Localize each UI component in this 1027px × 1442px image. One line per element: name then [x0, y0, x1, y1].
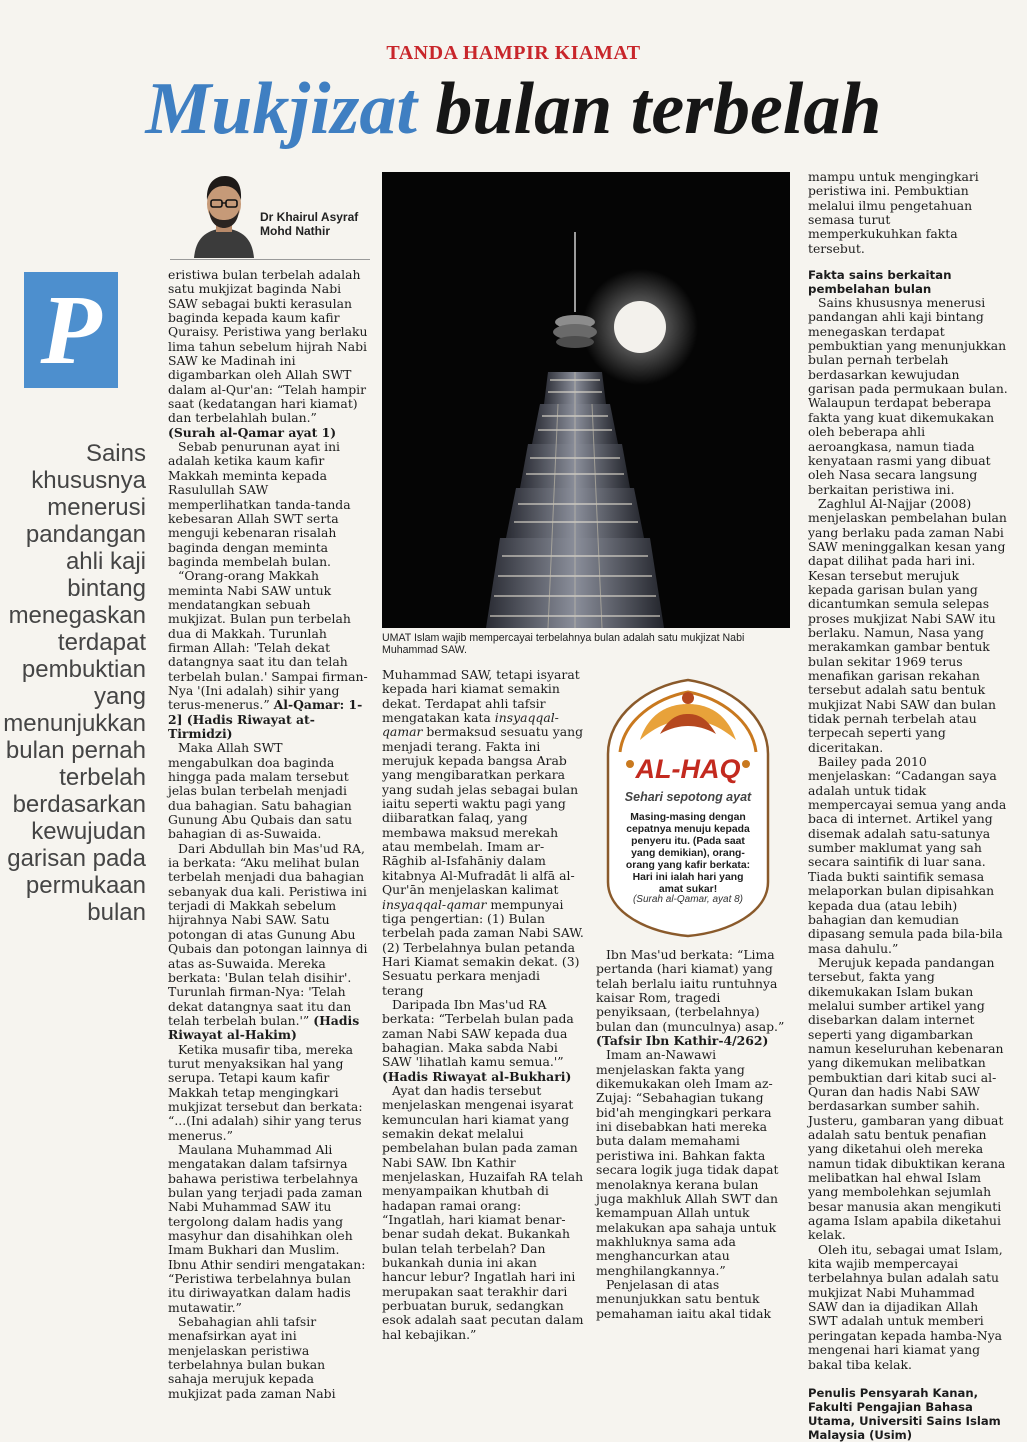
- pull-quote-line: menegaskan: [8, 602, 146, 629]
- paragraph: Sebahagian ahli tafsir menafsirkan ayat ini menjelaskan peristiwa terbelahnya bulan bukan sahaja merujuk kepada mukjizat pada zaman Nabi: [168, 1314, 336, 1401]
- pull-quote-line: menunjukkan: [3, 710, 146, 737]
- article-column-2: [382, 668, 585, 1342]
- paragraph: Dari Abdullah bin Mas'ud RA, ia berkata: “Aku melihat bulan terbelah menjadi dua bahagian sebanyak dua kali. Peristiwa ini terjadi di Makkah sebelum hijrahnya Nabi SAW. Satu potongan di atas Gunung Abu Qubais dan potongan lainnya di atas as-Suwaida. Mereka berkata: 'Bulan telah disihir'. Turunlah firman-Nya: 'Telah dekat datangnya saat itu dan telah terbelah bulan.'” (Hadis Riwayat al-Hakim): [168, 840, 368, 1043]
- paragraph: Maulana Muhammad Ali mengatakan dalam tafsirnya bahawa peristiwa terbelahnya bulan yang terjadi pada zaman Nabi Muhammad SAW itu tergolong dalam hadis yang masyhur dan disahihkan oleh Imam Bukhari dan Muslim. Ibnu Athir sendiri mengatakan: “Peristiwa terbelahnya bulan itu diriwayatkan dalam hadis mutawatir.”: [168, 1141, 366, 1315]
- citation: (Hadis Riwayat al-Hakim): [168, 1012, 360, 1043]
- drop-cap: P: [24, 272, 118, 388]
- citation: Al-Qamar: 1-2] (Hadis Riwayat at-Tirmidzi): [168, 697, 363, 741]
- paragraph: Merujuk kepada pandangan tersebut, fakta yang dikemukakan Islam bukan melalui sumber artikel yang disebarkan dalam internet seperti yang digambarkan namun keseluruhan kebenaran yang dikemukan melibatkan pembuktian dari kitab suci al-Quran dan hadis Nabi SAW berdasarkan sumber sahih. Justeru, gambaran yang dibuat adalah satu bentuk penafian yang diketahui oleh mereka namun tidak dibuktikan kerana melibatkan hal ehwal Islam yang membolehkan sejumlah besar manusia akan mengikuti agama Islam apabila diketahui kelak.: [808, 954, 1006, 1243]
- paragraph: Sebab penurunan ayat ini adalah ketika kaum kafir Makkah meminta kepada Rasulullah SAW memperlihatkan tanda-tanda kebesaran Allah SWT serta menguji kebenaran risalah baginda dengan meminta baginda membelah bulan.: [168, 439, 351, 569]
- paragraph: mampu untuk mengingkari peristiwa ini. Pembuktian melalui ilmu pengetahuan semasa turut memperkukuhkan fakta tersebut.: [808, 169, 979, 256]
- section-subhead: Fakta sains berkaitan pembelahan bulan: [808, 268, 952, 297]
- pull-quote-line: pandangan: [25, 521, 146, 548]
- paragraph: Ketika musafir tiba, mereka turut menyaksikan hal yang serupa. Tetapi kaum kafir Makkah tetap mengingkari mukjizat tersebut dan berkata: “...(Ini adalah) sihir yang terus menerus.”: [168, 1041, 363, 1143]
- pull-quote-line: bulan pernah: [5, 737, 146, 764]
- pull-quote-line: permukaan: [25, 872, 146, 899]
- pull-quote-line: bulan: [87, 899, 146, 926]
- citation: (Tafsir Ibn Kathir-4/262): [596, 1033, 769, 1049]
- article-column-4: [808, 170, 1008, 1442]
- pull-quote-line: kewujudan: [31, 818, 146, 845]
- pull-quote: [0, 440, 146, 926]
- paragraph: Ibn Mas'ud berkata: “Lima pertanda (hari kiamat) yang telah berlalu iaitu runtuhnya kaisar Rom, tragedi penyiksaan, (terbelahnya) bulan dan (munculnya) asap.” (Tafsir Ibn Kathir-4/262): [596, 947, 785, 1049]
- paragraph: eristiwa bulan terbelah adalah satu mukjizat baginda Nabi SAW sebagai bukti kerasulan baginda kepada kaum kafir Quraisy. Peristiwa yang berlaku lima tahun sebelum hijrah Nabi SAW ke Madinah ini digambarkan oleh Allah SWT dalam al-Qur'an: “Telah hampir saat (kedatangan hari kiamat) dan terbelahlah bulan.” (Surah al-Qamar ayat 1): [168, 267, 368, 440]
- author-byline: [170, 168, 370, 260]
- author-name: [260, 210, 370, 238]
- alhaq-title: AL-HAQ: [635, 754, 741, 784]
- author-portrait: [192, 170, 256, 258]
- pull-quote-line: bintang: [67, 575, 146, 602]
- paragraph: Maka Allah SWT mengabulkan doa baginda hingga pada malam tersebut jelas bulan terbelah menjadi dua bahagian. Satu bahagian Gunung Abu Qubais dan satu bahagian di as-Suwaida.: [168, 740, 353, 842]
- author-footnote: Penulis Pensyarah Kanan, Fakulti Pengajian Bahasa Utama, Universiti Sains Islam Malaysia (Usim): [808, 1385, 1001, 1442]
- pull-quote-line: berdasarkan: [12, 791, 146, 818]
- headline-part2: bulan terbelah: [435, 68, 882, 150]
- paragraph: Bailey pada 2010 menjelaskan: “Cadangan saya adalah untuk tidak mempercayai semua yang anda baca di internet. Artikel yang disemak adalah satu-satunya sumber maklumat yang sah secara saintifik di luar sana. Tiada bukti saintifik semasa melaporkan bulan dipisahkan kepada dua (atau lebih) bahagian dan kemudian dipasang semula pada bila-bila masa dahulu.”: [808, 754, 1007, 956]
- author-name-line2: Mohd Nathir: [260, 224, 330, 238]
- paragraph: “Orang-orang Makkah meminta Nabi SAW untuk mendatangkan sebuah mukjizat. Bulan pun terbelah dua di Makkah. Turunlah firman Allah: 'Telah dekat datangnya saat itu dan telah terbelah bulan.' Sampai firman-Nya '(Ini adalah) sihir yang terus-menerus.” Al-Qamar: 1-2] (Hadis Riwayat at-Tirmidzi): [168, 568, 368, 741]
- arabic-term: insyaqqal-qamar: [382, 896, 487, 912]
- alhaq-verse-text: Masing-masing dengan cepatnya menuju kepada penyeru itu. (Pada saat yang demikian), orang-orang yang kafir berkata: Hari ini ialah hari yang amat sukar!: [625, 812, 751, 895]
- author-name-line1: Dr Khairul Asyraf: [260, 210, 359, 224]
- citation: (Hadis Riwayat al-Bukhari): [382, 1068, 572, 1084]
- pull-quote-line: menerusi: [47, 494, 146, 521]
- citation: (Surah al-Qamar ayat 1): [168, 424, 337, 440]
- photo-caption: UMAT Islam wajib mempercayai terbelahnya bulan adalah satu mukjizat Nabi Muhammad SAW.: [382, 632, 745, 656]
- paragraph: Oleh itu, sebagai umat Islam, kita wajib mempercayai terbelahnya bulan adalah satu mukjizat Nabi Muhammad SAW dan ia dijadikan Allah SWT adalah untuk memberi peringatan kepada hamba-Nya mengenai hari kiamat yang bakal tiba kelak.: [808, 1241, 1003, 1372]
- pull-quote-line: terdapat: [57, 629, 146, 656]
- paragraph: Ayat dan hadis tersebut menjelaskan mengenai isyarat kemunculan hari kiamat yang semakin dekat melalui pembelahan bulan pada zaman Nabi SAW. Ibn Kathir menjelaskan, Huzaifah RA telah menyampaikan khutbah di hadapan ramai orang: “Ingatlah, hari kiamat benar-benar sudah dekat. Bukankah bulan telah terbelah? Dan bukankah dunia ini akan hancur lebur? Ingatlah hari ini merupakan saat terakhir dari perbuatan buruk, sedangkan esok adalah saat pecutan dalam hal kebajikan.”: [382, 1082, 584, 1342]
- alhaq-reference: (Surah al-Qamar, ayat 8): [632, 894, 744, 905]
- pull-quote-line: yang: [93, 683, 146, 710]
- section-kicker: TANDA HAMPIR KIAMAT: [386, 42, 641, 64]
- pull-quote-line: garisan pada: [7, 845, 146, 872]
- article-column-1: [168, 268, 368, 1401]
- paragraph: Muhammad SAW, tetapi isyarat kepada hari kiamat semakin dekat. Terdapat ahli tafsir mengatakan kata insyaqqal-qamar bermaksud sesuatu yang menjadi terang. Fakta ini merujuk kepada bangsa Arab yang mengibaratkan perkara yang sudah jelas sebagai bulan iaitu seperti waktu pagi yang diibaratkan falaq, yang membawa maksud merekah atau membelah. Imam ar-Rāghib al-Isfahāniy dalam kitabnya Al-Mufradāt li alfā al-Qur'ān menjelaskan kalimat insyaqqal-qamar mempunyai tiga pengertian: (1) Bulan terbelah pada zaman Nabi SAW. (2) Terbelahnya bulan petanda Hari Kiamat semakin dekat. (3) Sesuatu perkara menjadi terang: [382, 667, 584, 998]
- paragraph: Daripada Ibn Mas'ud RA berkata: “Terbelah bulan pada zaman Nabi SAW kepada dua bahagian. Maka sabda Nabi SAW 'lihatlah kamu semua.'” (Hadis Riwayat al-Bukhari): [382, 996, 574, 1084]
- pull-quote-line: terbelah: [59, 764, 146, 791]
- pull-quote-line: ahli kaji: [65, 548, 146, 575]
- alhaq-subtitle: Sehari sepotong ayat: [624, 790, 752, 804]
- paragraph: Imam an-Nawawi menjelaskan fakta yang dikemukakan oleh Imam az-Zujaj: “Sebahagian tukang bid'ah mengingkari perkara ini disebabkan hati mereka buta dalam memahami peristiwa ini. Bahkan fakta secara logik juga tidak dapat menolaknya kerana bulan juga makhluk Allah SWT dan kemampuan Allah untuk melakukan apa sahaja untuk makhluknya sama ada menghancurkan atau menghilangkannya.”: [596, 1047, 779, 1278]
- photo-twin-tower-moon: [382, 172, 790, 628]
- arabic-term: insyaqqal-qamar: [382, 710, 559, 740]
- pull-quote-line: khususnya: [31, 467, 146, 494]
- headline-part1: Mukjizat: [145, 68, 417, 150]
- paragraph: Sains khususnya menerusi pandangan ahli kaji bintang menegaskan terdapat pembuktian yang menunjukkan bulan pernah terbelah berdasarkan kewujudan garisan pada permukaan bulan. Walaupun terdapat beberapa fakta yang kuat dikemukakan oleh beberapa ahli aeroangkasa, namun tiada kenyataan rasmi yang dibuat oleh Nasa secara langsung berkaitan peristiwa ini.: [808, 295, 1008, 497]
- paragraph: Zaghlul Al-Najjar (2008) menjelaskan pembelahan bulan yang berlaku pada zaman Nabi SAW meninggalkan kesan yang dapat dilihat pada hari ini. Kesan tersebut merujuk kepada garisan bulan yang dicantumkan semula selepas proses mukjizat Nabi SAW itu berlaku. Namun, Nasa yang merakamkan gambar bentuk bulan sekitar 1969 terus menafikan garisan rekahan tersebut adalah satu bentuk mukjizat Nabi SAW dan bulan tidak pernah terbelah atau terpecah seperti yang diceritakan.: [808, 495, 1007, 755]
- headline: [0, 68, 1027, 150]
- pull-quote-line: pembuktian: [21, 656, 146, 683]
- alhaq-verse-box: [600, 676, 776, 938]
- article-column-3: [596, 948, 789, 1321]
- pull-quote-line: Sains: [85, 440, 146, 467]
- paragraph: Penjelasan di atas menunjukkan satu bentuk pemahaman iaitu akal tidak: [596, 1276, 771, 1321]
